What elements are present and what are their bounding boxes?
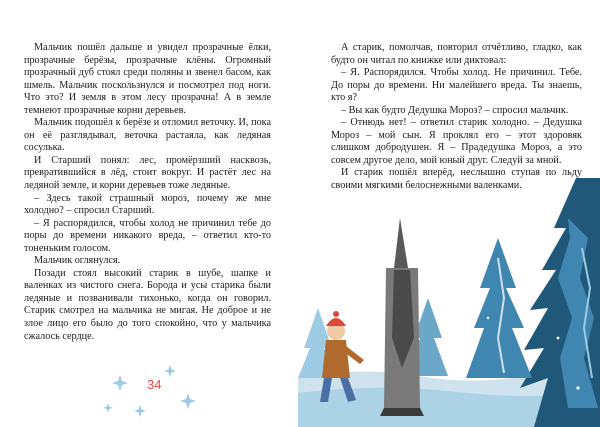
paragraph: – Здесь такой страшный мороз, почему же мне холодно? – спросил Старший. xyxy=(24,192,271,217)
paragraph: Мальчик подошёл к берёзе и отломил веточку. И, пока он её разглядывал, веточка растаяла, как ледяная сосулька. xyxy=(24,117,271,154)
paragraph: Мальчик оглянулся. xyxy=(34,255,121,267)
paragraph: – Отнюдь нет! – ответил старик холодно. – Дедушка Мороз – мой сын. Я проклял его – этот здоровяк слишком добродушен. Я – Прадедушка Мороз, а это совсем другое дело, мой юный друг. Следуй за мной. xyxy=(331,117,582,166)
paragraph: – Я распорядился, чтобы холод не причинил тебе до поры до времени никакого вреда, – ответил кто-то тоненьким голосом. xyxy=(24,217,271,254)
paragraph: И старик пошёл вперёд, неслышно ступая по льду своими мягкими белоснежными валенками. xyxy=(331,167,582,192)
paragraph: И Старший понял: лес, промёрзший насквозь, превратившийся в лёд, стоит вокруг. И растёт лес на ледяной земле, и корни деревьев тоже ледяные. xyxy=(24,154,271,192)
paragraph: Позади стоял высокий старик в шубе, шапке и валенках из чистого снега. Борода и усы старика были ледяные и позванивали тихонько, когда он говорил. Старик смотрел на мальчика не мигая. Не доброе и не злое лицо его было до того спокойно, что у мальчика сжалось сердце. xyxy=(24,267,271,342)
left-page-text xyxy=(24,42,271,343)
page-number: 34 xyxy=(147,377,162,392)
paragraph: А старик, помолчав, повторил отчётливо, гладко, как будто он читал по книжке или диктовал: xyxy=(331,42,582,66)
paragraph: Мальчик пошёл дальше и увидел прозрачные ёлки, прозрачные берёзы, прозрачные клёны. Огромный прозрачный дуб стоял среди поляны и звенел басом, как шмель. Мальчик поскользнулся и посмотрел под ноги. Что это? И земля в этом лесу прозрачна! А в земле темнеют прозрачные корни деревьев. xyxy=(24,42,271,116)
ice-tree xyxy=(466,238,532,378)
right-page-text xyxy=(331,42,582,193)
paragraph: – Вы как будто Дедушка Мороз? – спросил мальчик. xyxy=(341,104,569,116)
frozen-forest-illustration xyxy=(298,178,600,427)
ice-tree xyxy=(298,298,448,378)
paragraph: – Я. Распорядился. Чтобы холод. Не причинил. Тебе. До поры до времени. Ни малейшего вреда. Ты знаешь, кто я? xyxy=(331,67,582,104)
old-man-figure xyxy=(380,218,424,416)
